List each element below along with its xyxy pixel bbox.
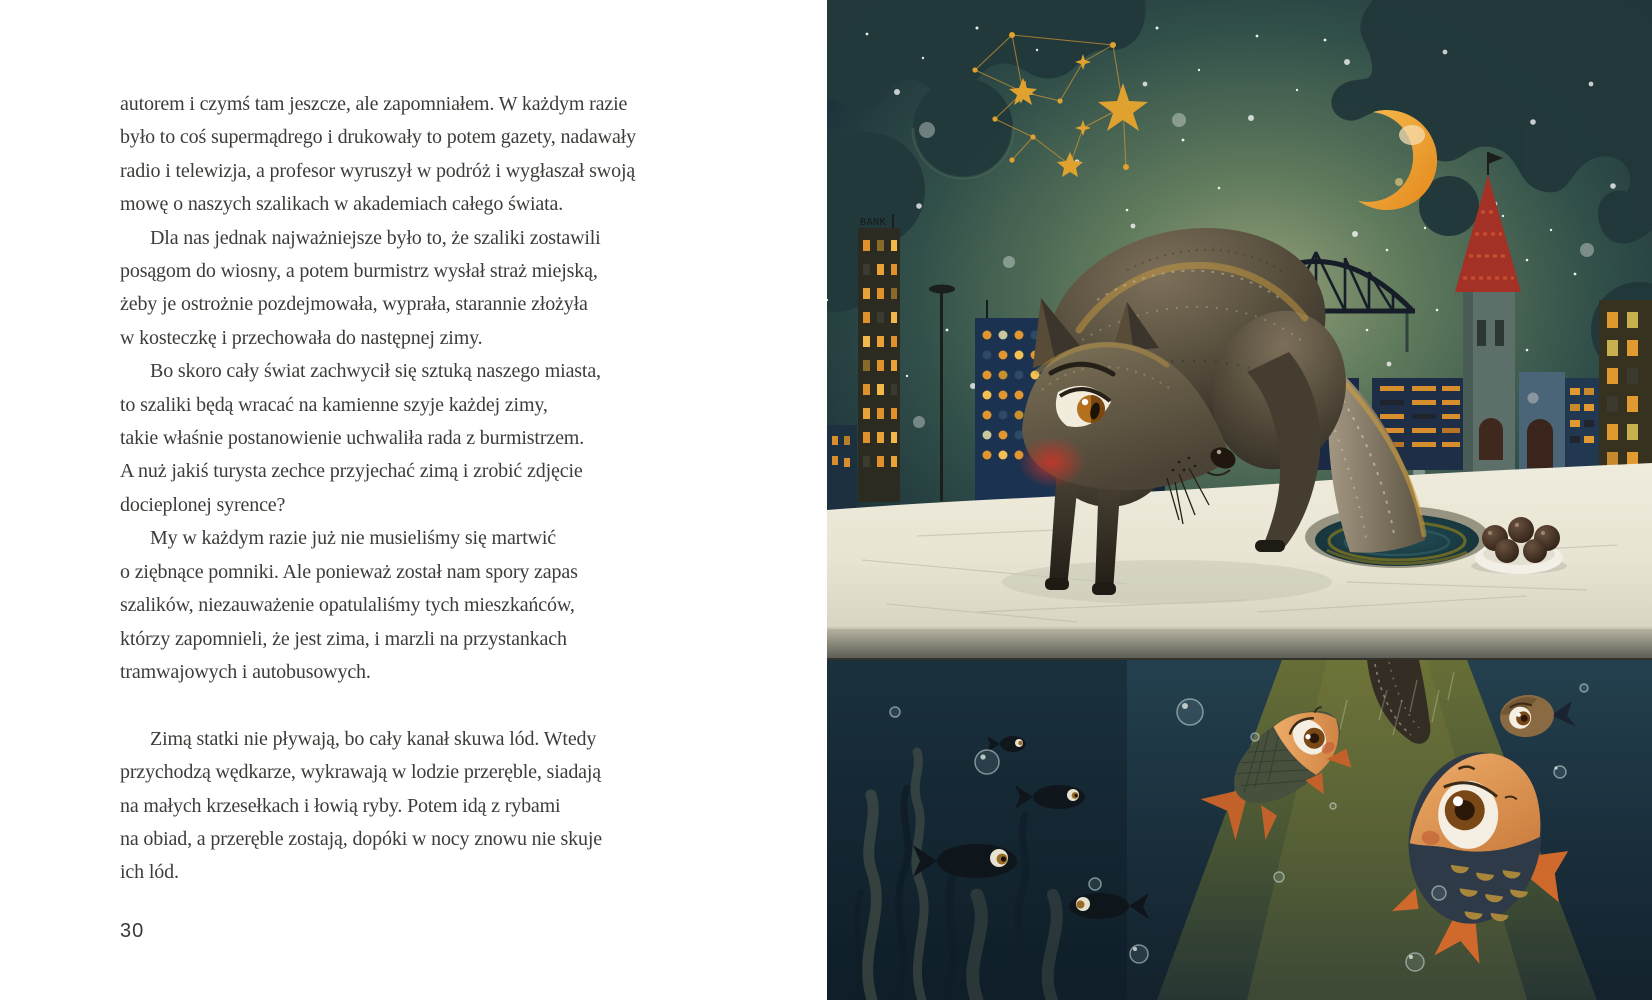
text-line: tramwajowych i autobusowych. bbox=[120, 660, 371, 683]
text-line: docieplonej syrence? bbox=[120, 493, 286, 516]
text-block bbox=[120, 88, 700, 890]
text-line: o ziębnące pomniki. Ale ponieważ został nam spory zapas bbox=[120, 560, 578, 583]
text-line: to szaliki będą wracać na kamienne szyje każdej zimy, bbox=[120, 393, 548, 416]
paragraph bbox=[120, 88, 700, 222]
underwater bbox=[827, 660, 1652, 1000]
text-line: na małych krzesełkach i łowią ryby. Potem idą z rybami bbox=[120, 794, 561, 817]
illustration bbox=[827, 0, 1652, 1000]
text-line: żeby je ostrożnie pozdejmowała, wyprała, starannie złożyła bbox=[120, 293, 588, 316]
text-line: My w każdym razie już nie musieliśmy się martwić bbox=[150, 527, 557, 550]
page-number: 30 bbox=[120, 920, 145, 942]
text-line: Bo skoro cały świat zachwycił się sztuką naszego miasta, bbox=[150, 360, 601, 383]
text-line: na obiad, a przeręble zostają, dopóki w nocy znowu nie skuje bbox=[120, 827, 602, 850]
paragraph bbox=[120, 723, 700, 890]
building-left-edge bbox=[827, 425, 857, 510]
text-line: szalików, niezauważenie opatulaliśmy tych mieszkańców, bbox=[120, 594, 575, 617]
text-line: A nuż jakiś turysta zechce przyjechać zimą i zrobić zdjęcie bbox=[120, 460, 583, 483]
ice-band bbox=[827, 627, 1652, 660]
text-line: autorem i czymś tam jeszcze, ale zapomniałem. W każdym razie bbox=[120, 93, 628, 115]
text-line: mowę o naszych szalikach w akademiach całego świata. bbox=[120, 193, 564, 216]
text-line: było to coś supermądrego i drukowały to potem gazety, nadawały bbox=[120, 126, 636, 149]
bank-sign: BANK bbox=[860, 217, 887, 228]
text-line: posągom do wiosny, a potem burmistrz wysłał straż miejską, bbox=[120, 260, 598, 283]
text-line: którzy zapomnieli, że jest zima, i marzli na przystankach bbox=[120, 627, 567, 650]
wolf-cheek-blush bbox=[1018, 436, 1086, 488]
paragraph bbox=[120, 222, 700, 356]
text-line: Dla nas jednak najważniejsze było to, że szaliki zostawili bbox=[150, 226, 601, 249]
paragraph bbox=[120, 522, 700, 689]
text-line: przychodzą wędkarze, wykrawają w lodzie przeręble, siadają bbox=[120, 761, 602, 784]
text-line: radio i telewizja, a profesor wyruszył w podróż i wygłaszał swoją bbox=[120, 159, 636, 182]
paragraph bbox=[120, 355, 700, 522]
text-line: Zimą statki nie pływają, bo cały kanał skuwa lód. Wtedy bbox=[150, 727, 597, 750]
bank-building bbox=[858, 214, 900, 502]
text-line: w kosteczkę i przechowała do następnej zimy. bbox=[120, 326, 483, 349]
text-line: takie właśnie postanowienie uchwaliła rada z burmistrzem. bbox=[120, 427, 585, 450]
text-line: ich lód. bbox=[120, 861, 179, 884]
